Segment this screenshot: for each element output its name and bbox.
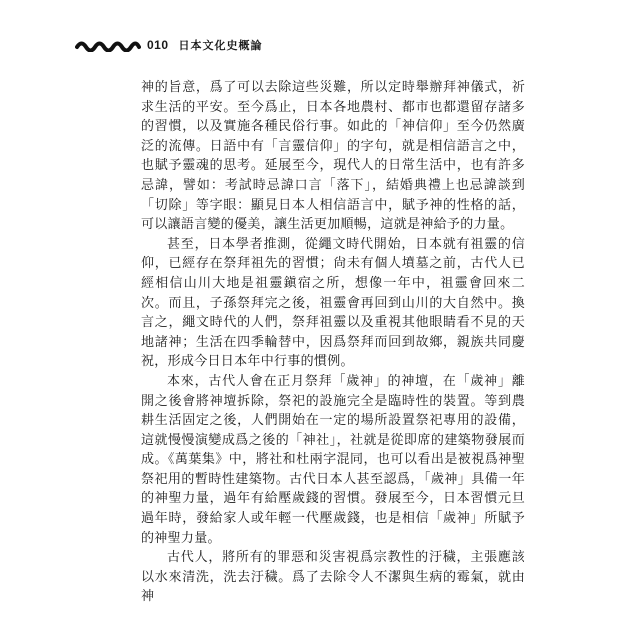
wave-line-icon xyxy=(75,38,141,52)
paragraph-3: 本來，古代人會在正月祭拜「歲神」的神壇，在「歲神」離開之後會將神壇拆除，祭祀的設施完全是臨時性的裝置。等到農耕生活固定之後，人們開始在一定的場所設置祭祀專用的設備，這就慢慢演變成爲之後的「神社」，社就是從即席的建築物發展而成。《萬葉集》中，將社和杜兩字混同，也可以看出是被視爲神聖祭祀用的暫時性建築物。古代日本人甚至認爲，「歲神」具備一年的神聖力量，過年有給壓歲錢的習慣。發展至今，日本習慣元旦過年時，發給家人或年輕一代壓歲錢，也是相信「歲神」所賦予的神聖力量。 xyxy=(141,373,525,546)
body-text xyxy=(141,78,525,607)
running-header xyxy=(75,35,263,55)
book-title: 日本文化史概論 xyxy=(178,40,263,52)
paragraph-2: 甚至，日本學者推測，從繩文時代開始，日本就有祖靈的信仰，已經存在祭拜祖先的習慣；尙未有個人墳墓之前，古代人已經相信山川大地是祖靈鎭宿之所，想像一年中，祖靈會回來二次。而且，子孫祭拜完之後，祖靈會再回到山川的大自然中。換言之，繩文時代的人們，祭拜祖靈以及重視其他眼睛看不見的天地諸神；生活在四季輪替中，因爲祭拜而回到故鄉，親族共同慶祝，形成今日日本年中行事的慣例。 xyxy=(141,236,525,370)
paragraph-4: 古代人，將所有的罪惡和災害視爲宗教性的汙穢，主張應該以水來清洗，洗去汙穢。爲了去除令人不潔與生病的霉氣，就由神 xyxy=(141,550,525,605)
paragraph-1: 神的旨意，爲了可以去除這些災難，所以定時舉辦拜神儀式，祈求生活的平安。至今爲止，日本各地農村、都市也都還留存諸多的習慣，以及實施各種民俗行事。如此的「神信仰」至今仍然廣泛的流傳。日語中有「言靈信仰」的字句，就是相信語言之中，也賦予靈魂的思考。延展至今，現代人的日常生活中，也有許多忌諱，譬如：考試時忌諱口言「落下」，結婚典禮上也忌諱談到「切除」等字眼：顯見日本人相信語言中，賦予神的性格的話，可以讓語言變的優美，讓生活更加順暢，這就是神給予的力量。 xyxy=(141,80,525,233)
page-number: 010 xyxy=(147,38,169,52)
